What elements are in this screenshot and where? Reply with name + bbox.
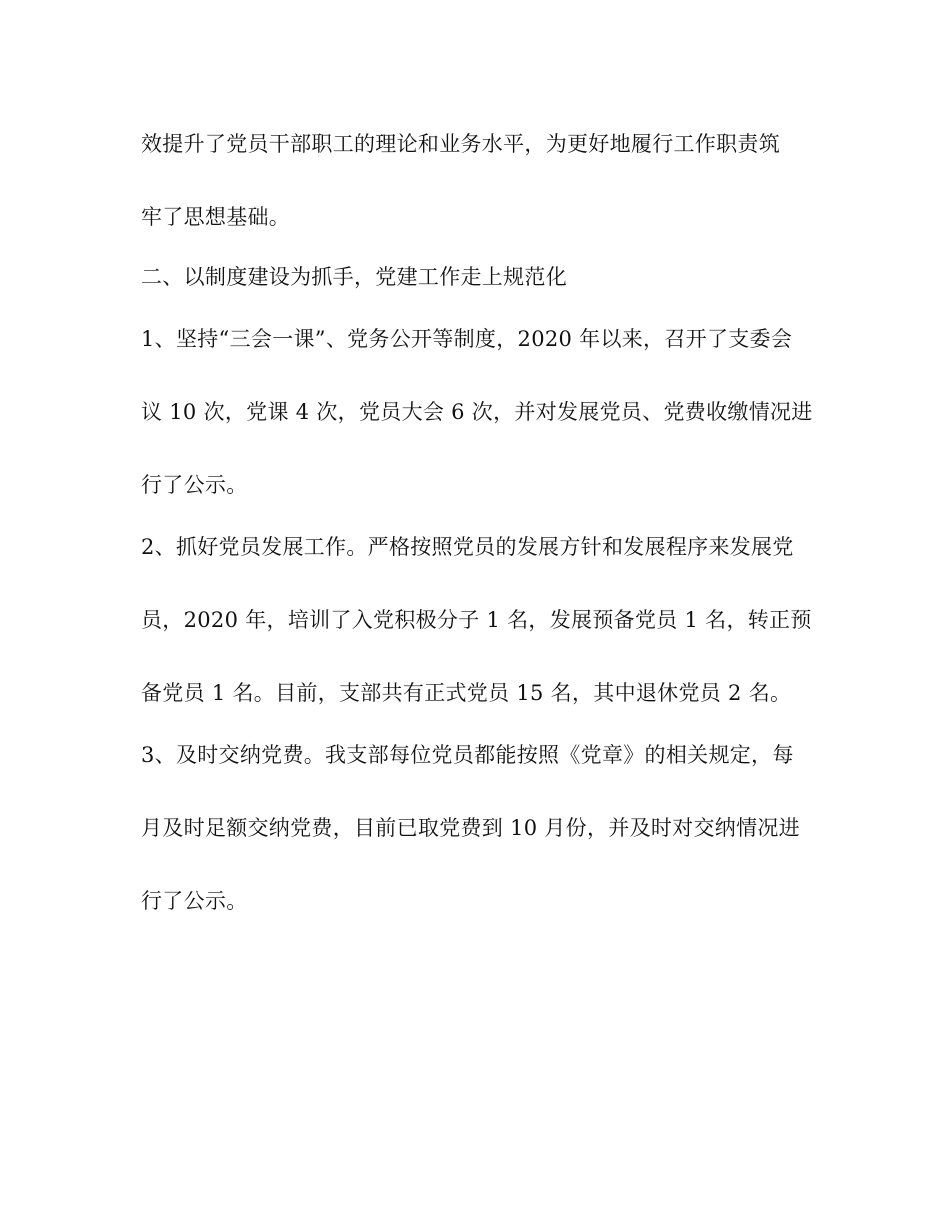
item-1-line-1: 1、坚持“三会一课”、党务公开等制度，2020 年以来，召开了支委会 (141, 327, 793, 351)
item-2-line-1: 2、抓好党员发展工作。严格按照党员的发展方针和发展程序来发展党 (141, 535, 794, 559)
section-heading: 二、以制度建设为抓手，党建工作走上规范化 (141, 265, 567, 289)
item-2-line-2: 员，2020 年，培训了入党积极分子 1 名，发展预备党员 1 名，转正预 (141, 608, 812, 632)
item-1-line-2: 议 10 次，党课 4 次，党员大会 6 次，并对发展党员、党费收缴情况进 (141, 400, 813, 424)
item-1-line-3: 行了公示。 (141, 473, 248, 497)
item-3-line-1: 3、及时交纳党费。我支部每位党员都能按照《党章》的相关规定，每 (141, 743, 794, 767)
paragraph-line-1: 效提升了党员干部职工的理论和业务水平，为更好地履行工作职责筑 (141, 132, 780, 156)
paragraph-line-2: 牢了思想基础。 (141, 205, 291, 229)
item-3-line-3: 行了公示。 (141, 889, 248, 913)
item-3-line-2: 月及时足额交纳党费，目前已取党费到 10 月份，并及时对交纳情况进 (141, 816, 800, 840)
item-2-line-3: 备党员 1 名。目前，支部共有正式党员 15 名，其中退休党员 2 名。 (141, 681, 792, 705)
